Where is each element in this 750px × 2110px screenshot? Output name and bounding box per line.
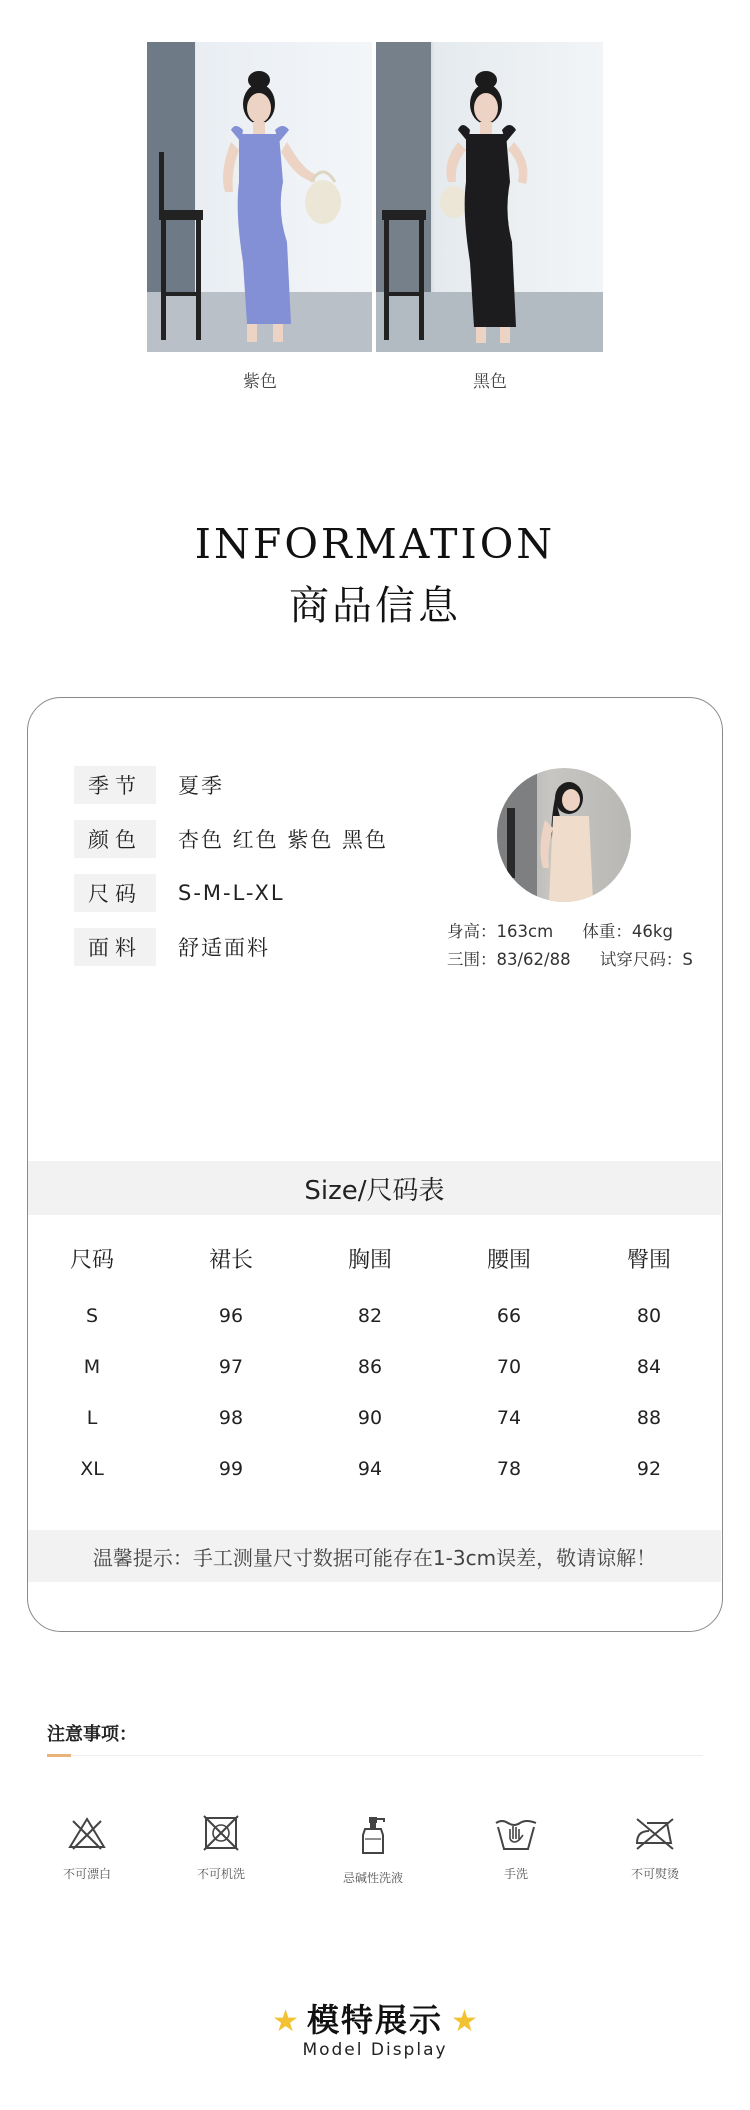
- model-display-heading: [0, 1995, 750, 2041]
- size-table-title: Size/尺码表: [28, 1161, 721, 1215]
- attribute-value: 夏季: [178, 774, 224, 798]
- size-table-header: 尺码: [69, 1248, 114, 1273]
- information-title-en: INFORMATION: [194, 520, 556, 568]
- model-display-title-cn: 模特展示: [306, 2001, 443, 2039]
- care-item-no-machine-wash: [166, 1815, 276, 1882]
- attribute-row-fabric: [74, 928, 270, 966]
- attribute-row-season: [74, 766, 224, 804]
- table-cell: 66: [496, 1305, 522, 1327]
- care-divider-accent: [47, 1754, 71, 1757]
- care-item-no-iron: [600, 1815, 710, 1882]
- attribute-value: 杏色 红色 紫色 黑色: [178, 828, 389, 852]
- model-photo-black-illustration: [376, 42, 603, 352]
- table-cell: 78: [496, 1458, 522, 1480]
- size-table-header: 裙长: [208, 1248, 253, 1273]
- table-cell: 74: [496, 1407, 522, 1429]
- attribute-value: S-M-L-XL: [178, 881, 285, 905]
- table-cell: M: [83, 1356, 101, 1378]
- no-bleach-icon: [67, 1815, 107, 1851]
- model-weight: 体重：46kg: [582, 922, 673, 941]
- table-cell: L: [86, 1407, 98, 1429]
- care-label: 不可熨烫: [630, 1867, 679, 1881]
- table-cell: 94: [357, 1458, 383, 1480]
- care-label: 手洗: [503, 1867, 528, 1881]
- care-item-no-bleach: [32, 1815, 142, 1882]
- model-display-title-en: Model Display: [302, 2040, 448, 2060]
- attribute-value: 舒适面料: [178, 936, 270, 960]
- attribute-row-size: [74, 874, 285, 912]
- table-row: [28, 1344, 721, 1395]
- attribute-label: 季节: [74, 766, 156, 804]
- no-iron-icon: [633, 1815, 677, 1851]
- care-label: 忌碱性洗液: [342, 1871, 403, 1885]
- attribute-label: 面料: [74, 928, 156, 966]
- product-photo-black: [376, 42, 603, 352]
- information-title-cn: 商品信息: [289, 583, 461, 629]
- star-icon: ★: [451, 2004, 478, 2039]
- model-measurements: 三围：83/62/88: [447, 950, 571, 969]
- photo-caption-purple: 紫色: [243, 372, 277, 392]
- table-cell: 92: [636, 1458, 662, 1480]
- photo-caption-black: 黑色: [473, 372, 507, 392]
- no-machine-wash-icon: [201, 1815, 241, 1851]
- model-avatar-illustration: [497, 768, 631, 902]
- table-cell: 97: [218, 1356, 244, 1378]
- model-trial-size: 试穿尺码：S: [599, 950, 693, 969]
- care-title: 注意事项：: [47, 1724, 137, 1745]
- model-photo-purple-illustration: [147, 42, 372, 352]
- model-height: 身高：163cm: [447, 922, 554, 941]
- size-table-header-row: [28, 1233, 721, 1293]
- size-table-header: 腰围: [486, 1248, 531, 1273]
- size-table-header: 胸围: [347, 1248, 392, 1273]
- size-table: [28, 1233, 721, 1497]
- neutral-detergent-icon: [353, 1815, 393, 1855]
- model-avatar: [497, 768, 631, 902]
- table-row: [28, 1293, 721, 1344]
- measurement-tip: 温馨提示：手工测量尺寸数据可能存在1-3cm误差，敬请谅解！: [28, 1530, 721, 1582]
- table-row: [28, 1395, 721, 1446]
- table-row: [28, 1446, 721, 1497]
- care-label: 不可机洗: [196, 1867, 245, 1881]
- product-info-card: [27, 697, 723, 1632]
- table-cell: 82: [357, 1305, 383, 1327]
- model-stats-line-2: [447, 946, 693, 970]
- table-cell: 98: [218, 1407, 244, 1429]
- care-divider: [47, 1755, 703, 1756]
- table-cell: S: [85, 1305, 99, 1327]
- care-item-hand-wash: [461, 1815, 571, 1882]
- care-item-neutral-detergent: [318, 1815, 428, 1886]
- size-table-header: 臀围: [626, 1248, 671, 1273]
- table-cell: 90: [357, 1407, 383, 1429]
- star-icon: ★: [272, 2004, 299, 2039]
- table-cell: 84: [636, 1356, 662, 1378]
- table-cell: 99: [218, 1458, 244, 1480]
- table-cell: 86: [357, 1356, 383, 1378]
- model-stats-line-1: [447, 918, 673, 942]
- attribute-label: 尺码: [74, 874, 156, 912]
- table-cell: XL: [80, 1458, 104, 1480]
- table-cell: 96: [218, 1305, 244, 1327]
- hand-wash-icon: [494, 1815, 538, 1851]
- table-cell: 88: [636, 1407, 662, 1429]
- attribute-label: 颜色: [74, 820, 156, 858]
- attribute-row-color: [74, 820, 388, 858]
- table-cell: 80: [636, 1305, 662, 1327]
- care-label: 不可漂白: [62, 1867, 111, 1881]
- product-photo-purple: [147, 42, 372, 352]
- table-cell: 70: [496, 1356, 522, 1378]
